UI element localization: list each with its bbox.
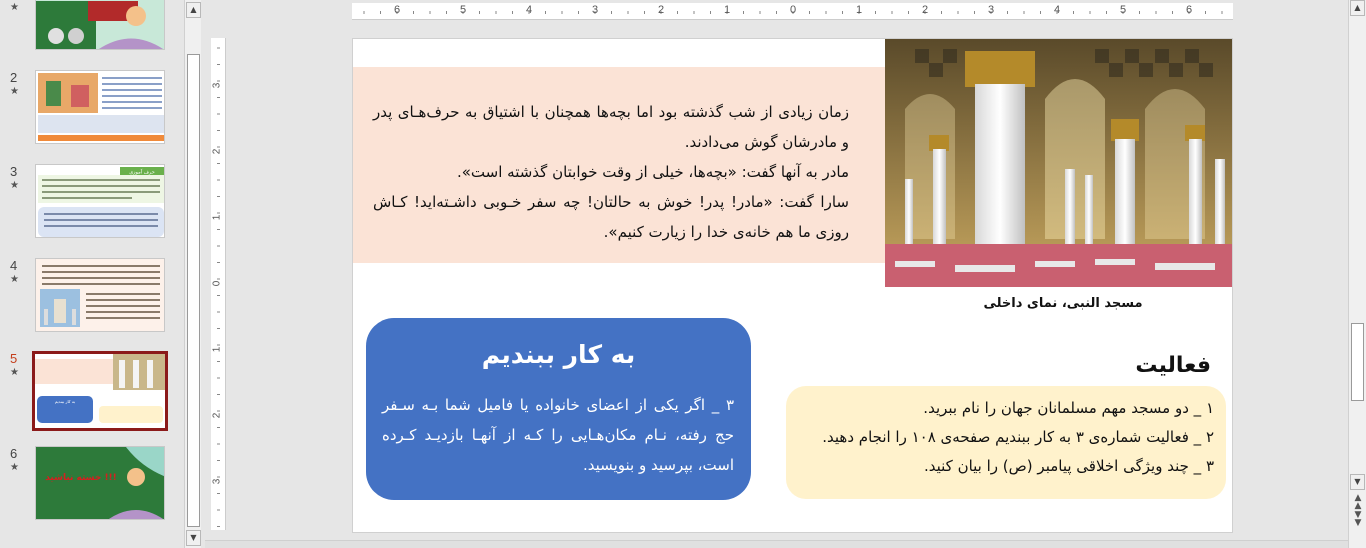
activity-list [789,394,1214,481]
slide-number: 5 [10,351,18,366]
slide-canvas[interactable] [352,38,1233,533]
ruler-label: 3 [211,478,223,485]
scroll-up-arrow-icon[interactable]: ▲ [186,2,201,18]
thumbnail-scrollbar[interactable] [184,0,201,548]
slide-number: 4 [10,258,18,273]
ruler-label: 2 [921,4,929,16]
ruler-label: 2 [657,4,665,16]
thumbnail-6-graphic [36,447,165,520]
thumbnail-6-title: خسته نباشید !!! [45,473,117,483]
apply-title: به کار ببندیم [481,340,636,369]
ruler-label: 1 [211,346,223,353]
thumbnail-preview[interactable] [35,446,165,520]
animation-star-icon: ★ [10,180,19,191]
next-slide-icon[interactable]: ▼ ▼ [1354,510,1362,528]
animation-star-icon: ★ [10,274,19,285]
activity-item: ۲ _ فعالیت شماره‌ی ۳ به کار ببندیم صفحه‌ی ۱۰۸ را انجام دهید. [822,428,1214,446]
thumbnail-5-box-title: به کار ببندیم [54,399,76,404]
horizontal-ruler[interactable] [352,3,1233,20]
mosque-interior-image [885,39,1233,287]
scroll-down-arrow-icon[interactable]: ▼ [1350,474,1365,490]
scrollbar-thumb[interactable] [187,54,200,527]
thumbnail-4-graphic [36,259,165,332]
ruler-label: 1 [211,214,223,221]
ruler-label: 0 [211,280,223,287]
ruler-label: 1 [855,4,863,16]
slide-number: 3 [10,164,18,179]
previous-slide-icon[interactable]: ▲ ▲ [1354,493,1362,511]
thumbnail-preview[interactable] [35,70,165,144]
story-text-box[interactable] [353,67,885,263]
thumbnail-preview-selected[interactable] [32,351,168,431]
ruler-label: 4 [1053,4,1061,16]
ruler-label: 3 [987,4,995,16]
ruler-label: 0 [789,4,797,16]
activity-box[interactable] [786,386,1226,499]
story-paragraph: زمان زیادی از شب گذشته بود اما بچه‌ها همچنان با اشتیاق به حرف‌هـای پدر و مادرشان گوش می‌دادند. [373,103,849,151]
story-text [373,97,849,247]
thumbnail-1-graphic [36,0,165,50]
animation-star-icon: ★ [10,2,19,13]
ruler-label: 2 [211,412,223,419]
ruler-label: 3 [591,4,599,16]
slide-number: 2 [10,70,18,85]
slide-number: 6 [10,446,18,461]
scroll-up-arrow-icon[interactable]: ▲ [1350,0,1365,16]
animation-star-icon: ★ [10,367,19,378]
ruler-label: 6 [393,4,401,16]
mosque-interior-photo[interactable] [885,39,1233,287]
animation-star-icon: ★ [10,462,19,473]
slide-thumbnail-pane[interactable] [0,0,182,548]
ruler-label: 6 [1185,4,1193,16]
activity-item: ۱ _ دو مسجد مهم مسلمانان جهان را نام ببرید. [923,399,1214,417]
photo-caption: مسجد النبی، نمای داخلی [983,296,1143,311]
thumbnail-2-graphic [36,71,165,144]
apply-box[interactable] [366,318,751,500]
ruler-label: 4 [525,4,533,16]
thumbnail-preview[interactable] [35,164,165,238]
activity-item: ۳ _ چند ویژگی اخلاقی پیامبر (ص) را بیان کنید. [923,457,1214,475]
thumbnail-preview[interactable] [35,258,165,332]
ruler-label: 5 [1119,4,1127,16]
horizontal-scrollbar[interactable] [205,540,1348,548]
apply-text: ۳ _ اگر یکی از اعضای خانواده یا فامیل شما بـه سـفر حج رفته، نـام مکان‌هـایی را کـه از آنهـا بازدیـد کـرده است، بپرسید و بنویسید. [382,396,734,474]
ruler-label: 2 [211,148,223,155]
activity-title: فعالیت [1135,353,1211,378]
thumbnail-3-header: حرف آموزی [129,169,155,176]
thumbnail-5-graphic [35,354,165,428]
vertical-ruler[interactable] [211,38,226,530]
ruler-label: 1 [723,4,731,16]
thumbnail-3-graphic [36,165,165,238]
ruler-label: 3 [211,82,223,89]
slide-scrollbar[interactable] [1348,0,1366,548]
scrollbar-thumb[interactable] [1351,323,1364,401]
story-paragraph: سارا گفت: «مادر! پدر! خوش به حالتان! چه سفر خـوبی داشـته‌اید! کـاش روزی ما هم خانه‌ی خدا را زیارت کنیم». [373,193,849,241]
scroll-down-arrow-icon[interactable]: ▼ [186,530,201,546]
animation-star-icon: ★ [10,86,19,97]
thumbnail-preview[interactable] [35,0,165,50]
ruler-label: 5 [459,4,467,16]
story-paragraph: مادر به آنها گفت: «بچه‌ها، خیلی از وقت خوابتان گذشته است». [456,163,849,181]
